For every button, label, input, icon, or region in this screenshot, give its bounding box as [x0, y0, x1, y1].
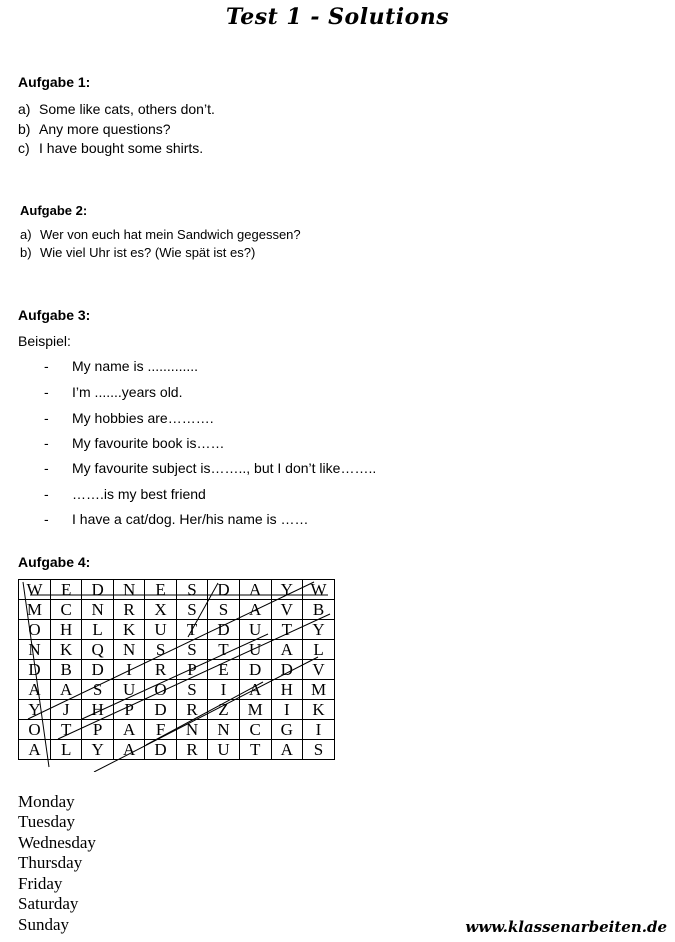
- grid-cell: N: [176, 720, 207, 740]
- grid-cell: N: [113, 580, 144, 600]
- item-text: Some like cats, others don’t.: [39, 101, 215, 117]
- item-label: c): [18, 140, 30, 156]
- grid-cell: P: [82, 720, 113, 740]
- grid-cell: J: [50, 700, 81, 720]
- grid-cell: N: [19, 640, 51, 660]
- bullet-dash: -: [44, 486, 49, 502]
- grid-cell: N: [113, 640, 144, 660]
- aufgabe-2-item-a: [20, 227, 301, 242]
- grid-cell: T: [176, 620, 207, 640]
- word-list-item: Friday: [18, 874, 63, 893]
- bullet-text: My favourite subject is…….., but I don’t like……..: [72, 460, 377, 476]
- grid-cell: U: [208, 740, 239, 760]
- page-title: Test 1 - Solutions: [225, 4, 450, 30]
- grid-cell: Q: [82, 640, 113, 660]
- grid-cell: P: [113, 700, 144, 720]
- grid-cell: K: [303, 700, 335, 720]
- grid-cell: R: [145, 660, 176, 680]
- grid-cell: A: [19, 740, 51, 760]
- grid-cell: M: [239, 700, 271, 720]
- bullet-text: My name is .............: [72, 358, 199, 374]
- grid-row: [19, 720, 335, 740]
- grid-cell: Z: [208, 700, 239, 720]
- grid-cell: S: [176, 680, 207, 700]
- grid-cell: K: [50, 640, 81, 660]
- aufgabe-1-item-c: [18, 140, 203, 156]
- grid-cell: R: [176, 740, 207, 760]
- grid-cell: N: [82, 600, 113, 620]
- grid-row: [19, 640, 335, 660]
- bullet-dash: -: [44, 384, 49, 400]
- grid-cell: H: [50, 620, 81, 640]
- grid-row: [19, 620, 335, 640]
- bullet-dash: -: [44, 460, 49, 476]
- word-search-table: [18, 579, 335, 760]
- item-label: b): [18, 121, 31, 137]
- grid-cell: S: [176, 580, 207, 600]
- grid-cell: S: [145, 640, 176, 660]
- grid-cell: I: [208, 680, 239, 700]
- grid-cell: A: [271, 640, 302, 660]
- item-label: b): [20, 245, 32, 260]
- bullet-text: I’m .......years old.: [72, 384, 183, 400]
- grid-cell: O: [145, 680, 176, 700]
- aufgabe-2-heading: Aufgabe 2:: [20, 203, 88, 218]
- grid-cell: A: [19, 680, 51, 700]
- bullet-text: My favourite book is……: [72, 435, 225, 451]
- grid-cell: H: [82, 700, 113, 720]
- grid-cell: I: [303, 720, 335, 740]
- item-text: I have bought some shirts.: [39, 140, 204, 156]
- grid-row: [19, 600, 335, 620]
- grid-cell: X: [145, 600, 176, 620]
- grid-cell: P: [176, 660, 207, 680]
- grid-cell: W: [303, 580, 335, 600]
- grid-cell: D: [271, 660, 302, 680]
- grid-cell: U: [145, 620, 176, 640]
- grid-cell: E: [50, 580, 81, 600]
- aufgabe-3-heading: Aufgabe 3:: [18, 307, 91, 323]
- grid-cell: V: [303, 660, 335, 680]
- word-list-item: Sunday: [18, 915, 69, 934]
- grid-cell: S: [176, 600, 207, 620]
- bullet-item: [44, 384, 182, 400]
- bullet-item: [44, 486, 206, 502]
- item-text: Wer von euch hat mein Sandwich gegessen?: [40, 227, 301, 242]
- item-label: a): [18, 101, 31, 117]
- grid-cell: I: [113, 660, 144, 680]
- grid-cell: O: [19, 720, 51, 740]
- grid-cell: M: [303, 680, 335, 700]
- grid-cell: C: [239, 720, 271, 740]
- grid-cell: E: [145, 580, 176, 600]
- grid-row: [19, 660, 335, 680]
- grid-cell: D: [208, 580, 239, 600]
- bullet-item: [44, 435, 225, 451]
- word-search-grid: [18, 579, 335, 772]
- grid-cell: D: [19, 660, 51, 680]
- grid-cell: L: [50, 740, 81, 760]
- word-list-item: Monday: [18, 792, 75, 811]
- grid-cell: Y: [82, 740, 113, 760]
- word-list-item: Wednesday: [18, 833, 96, 852]
- grid-cell: I: [271, 700, 302, 720]
- grid-cell: D: [145, 700, 176, 720]
- grid-row: [19, 740, 335, 760]
- grid-cell: B: [50, 660, 81, 680]
- aufgabe-1-item-b: [18, 121, 171, 137]
- grid-cell: Y: [19, 700, 51, 720]
- grid-cell: R: [176, 700, 207, 720]
- bullet-text: …….is my best friend: [72, 486, 206, 502]
- grid-cell: A: [113, 720, 144, 740]
- grid-cell: A: [271, 740, 302, 760]
- bullet-dash: -: [44, 511, 49, 527]
- bullet-dash: -: [44, 358, 49, 374]
- grid-cell: V: [271, 600, 302, 620]
- grid-cell: Y: [303, 620, 335, 640]
- grid-cell: F: [145, 720, 176, 740]
- grid-cell: L: [82, 620, 113, 640]
- grid-cell: S: [176, 640, 207, 660]
- grid-cell: U: [239, 640, 271, 660]
- grid-cell: R: [113, 600, 144, 620]
- bullet-item: [44, 511, 309, 527]
- grid-cell: B: [303, 600, 335, 620]
- grid-cell: D: [145, 740, 176, 760]
- grid-cell: M: [19, 600, 51, 620]
- grid-cell: E: [208, 660, 239, 680]
- grid-cell: Y: [271, 580, 302, 600]
- word-list-item: Thursday: [18, 853, 83, 872]
- grid-cell: T: [208, 640, 239, 660]
- bullet-text: My hobbies are……….: [72, 410, 214, 426]
- grid-cell: S: [82, 680, 113, 700]
- grid-cell: A: [239, 680, 271, 700]
- grid-row: [19, 700, 335, 720]
- grid-cell: T: [50, 720, 81, 740]
- bullet-dash: -: [44, 435, 49, 451]
- grid-cell: U: [113, 680, 144, 700]
- bullet-item: [44, 410, 214, 426]
- item-text: Any more questions?: [39, 121, 171, 137]
- item-text: Wie viel Uhr ist es? (Wie spät ist es?): [40, 245, 256, 260]
- grid-cell: S: [303, 740, 335, 760]
- aufgabe-4-heading: Aufgabe 4:: [18, 554, 91, 570]
- aufgabe-2-item-b: [20, 245, 255, 260]
- bullet-dash: -: [44, 410, 49, 426]
- word-list-item: Tuesday: [18, 812, 75, 831]
- bullet-item: [44, 358, 198, 374]
- grid-cell: T: [271, 620, 302, 640]
- grid-cell: H: [271, 680, 302, 700]
- grid-cell: L: [303, 640, 335, 660]
- bullet-text: I have a cat/dog. Her/his name is ……: [72, 511, 309, 527]
- grid-cell: A: [113, 740, 144, 760]
- grid-cell: A: [50, 680, 81, 700]
- grid-cell: A: [239, 600, 271, 620]
- grid-cell: W: [19, 580, 51, 600]
- grid-row: [19, 680, 335, 700]
- aufgabe-1-item-a: [18, 101, 215, 117]
- aufgabe-1-heading: Aufgabe 1:: [18, 74, 91, 90]
- grid-cell: D: [208, 620, 239, 640]
- bullet-item: [44, 460, 376, 476]
- aufgabe-3-intro: Beispiel:: [18, 333, 71, 349]
- grid-cell: U: [239, 620, 271, 640]
- site-watermark: www.klassenarbeiten.de: [465, 918, 667, 936]
- grid-row: [19, 580, 335, 600]
- grid-cell: S: [208, 600, 239, 620]
- grid-cell: D: [82, 660, 113, 680]
- grid-cell: D: [239, 660, 271, 680]
- grid-cell: C: [50, 600, 81, 620]
- word-list-item: Saturday: [18, 894, 79, 913]
- grid-cell: D: [82, 580, 113, 600]
- grid-cell: N: [208, 720, 239, 740]
- grid-cell: A: [239, 580, 271, 600]
- grid-cell: K: [113, 620, 144, 640]
- grid-cell: G: [271, 720, 302, 740]
- grid-cell: T: [239, 740, 271, 760]
- grid-cell: O: [19, 620, 51, 640]
- item-label: a): [20, 227, 32, 242]
